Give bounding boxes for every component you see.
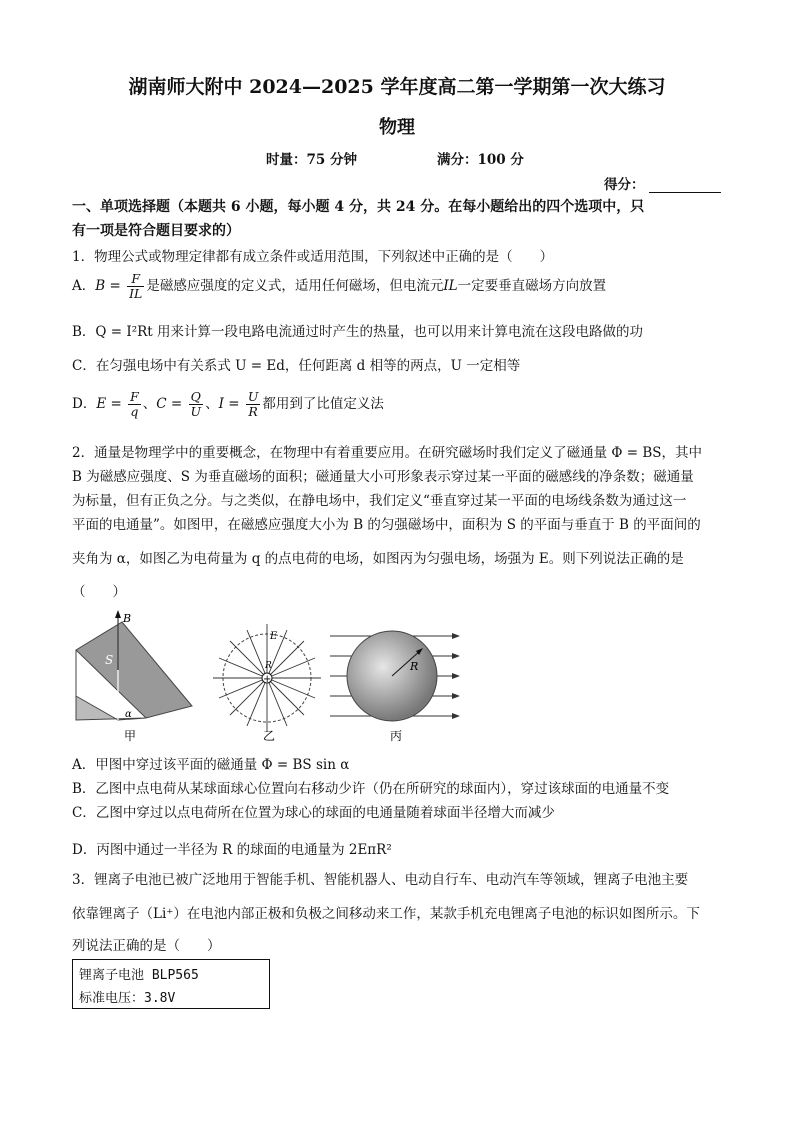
subject-title: 物理 (379, 117, 415, 138)
q1-a-text: 是磁感应强度的定义式，适用任何磁场，但电流元 (146, 278, 444, 294)
q1-option-a: A．B = $\frac{F}{IL}$ 是磁感应强度的定义式，适用任何磁场，但电流元IL一定要垂直磁场方向放置 (72, 271, 607, 301)
q1-option-b: B．Q = I²Rt 用来计算一段电路电流通过时产生的热量，也可以用来计算电流在这段电路做的功 (72, 324, 644, 340)
battery-model: 锂离子电池 BLP565 (79, 968, 199, 983)
fig-label-jia: 甲 (124, 729, 137, 743)
q2-option-b: B．乙图中点电荷从某球面球心位置向右移动少许（仍在所研究的球面内），穿过该球面的电通量不变 (72, 781, 670, 797)
fig-bing-r-label: R (410, 660, 419, 673)
q1-a-tail: 一定要垂直磁场方向放置 (457, 278, 607, 294)
q1-d-tail: 都用到了比值定义法 (262, 396, 384, 412)
q1-option-d: D．E = $\frac{F}{q}$ 、C = $\frac{Q}{U}$ 、I = $\frac{U}{R}$ 都用到了比值定义法 (72, 389, 384, 419)
fig-label-yi: 乙 (263, 729, 276, 743)
fig-e-label: E (270, 631, 278, 642)
q1-stem: 1．物理公式或物理定律都有成立条件或适用范围，下列叙述中正确的是（ ） (72, 249, 554, 265)
full-score: 满分：100 分 (437, 152, 524, 168)
fig-alpha-label: α (125, 709, 132, 720)
q2-line1: 2．通量是物理学中的重要概念，在物理中有着重要应用。在研究磁场时我们定义了磁通量 Φ = BS，其中 (72, 445, 703, 461)
figure-yi (210, 618, 322, 744)
battery-label-box (72, 959, 270, 1009)
fig-b-label: B (123, 612, 132, 625)
score-blank (649, 178, 721, 193)
score-label: 得分： (604, 177, 645, 193)
figure-jia (72, 610, 202, 744)
q1-option-c: C．在匀强电场中有关系式 U = Ed，任何距离 d 相等的两点，U 一定相等 (72, 358, 521, 374)
q2-line5: 夹角为 α，如图乙为电荷量为 q 的点电荷的电场，如图丙为匀强电场，场强为 E。则下列说法正确的是 (72, 551, 684, 567)
q3-line2: 依靠锂离子（Li⁺）在电池内部正极和负极之间移动来工作，某款手机充电锂离子电池的标识如图所示。下 (72, 906, 700, 922)
q3-line1: 3．锂离子电池已被广泛地用于智能手机、智能机器人、电动自行车、电动汽车等领域，锂离子电池主要 (72, 872, 689, 888)
score-field (604, 173, 721, 193)
q3-line3: 列说法正确的是（ ） (72, 938, 221, 954)
q2-option-a: A．甲图中穿过该平面的磁通量 Φ = BS sin α (72, 757, 350, 773)
q1-a-prefix: A． (72, 278, 96, 294)
q1-a-il: IL (443, 278, 458, 294)
fig-label-bing: 丙 (390, 729, 403, 743)
fig-r-label: R (265, 661, 272, 671)
fraction-f-over-il: $\frac{F}{IL}$ (129, 271, 143, 301)
battery-voltage: 标准电压：3.8V (79, 991, 176, 1006)
fig-s-label: S (105, 653, 114, 667)
time-limit: 时量：75 分钟 (266, 152, 357, 168)
exam-title: 湖南师大附中 2024—2025 学年度高二第一学期第一次大练习 (128, 76, 666, 98)
q2-line2: B 为磁感应强度、S 为垂直磁场的面积；磁通量大小可形象表示穿过某一平面的磁感线的净条数；磁通量 (72, 469, 694, 485)
section-heading-line2: 有一项是符合题目要求的） (72, 223, 240, 239)
q2-paren: （ ） (72, 584, 126, 600)
q2-option-d: D．丙图中通过一半径为 R 的球面的电通量为 2EπR² (72, 842, 392, 858)
q1-d-prefix: D． (72, 396, 97, 412)
section-heading-line1: 一、单项选择题（本题共 6 小题，每小题 4 分，共 24 分。在每小题给出的四个选项中，只 (72, 199, 645, 215)
plus-sign: + (263, 674, 272, 685)
q2-line3: 为标量，但有正负之分。与之类似，在静电场中，我们定义“垂直穿过某一平面的电场线条数为通过这一 (72, 493, 687, 509)
figure-bing (330, 624, 462, 746)
q2-line4: 平面的电通量”。如图甲，在磁感应强度大小为 B 的匀强磁场中，面积为 S 的平面与垂直于 B 的平面间的 (72, 517, 701, 533)
q2-option-c: C．乙图中穿过以点电荷所在位置为球心的球面的电通量随着球面半径增大而减少 (72, 805, 555, 821)
